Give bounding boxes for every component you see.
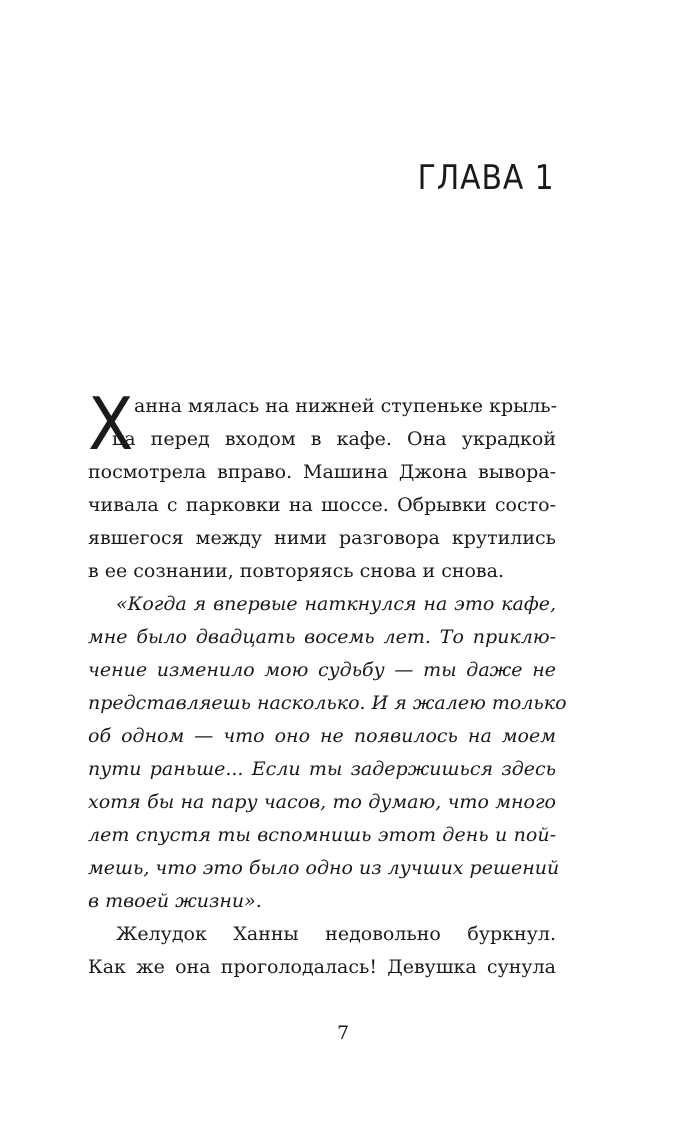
text-line: лет спустя ты вспомнишь этот день и пой- [88,824,556,846]
drop-cap-letter: Х [88,382,134,466]
text-line: в твоей жизни». [88,890,262,912]
text-line: чение изменило мою судьбу — ты даже не [88,659,556,681]
text-line: хотя бы на пару часов, то думаю, что много [88,791,556,813]
text-line: пути раньше... Если ты задержишься здесь [88,758,556,780]
body-text [88,382,567,984]
text-line: явшегося между ними разговора крутились [88,527,556,549]
page-number: 7 [336,1022,350,1044]
text-line: мне было двадцать восемь лет. То приклю- [88,626,556,648]
text-line: мешь, что это было одно из лучших решений [88,857,560,879]
text-line: Как же она проголодалась! Девушка сунула [88,956,556,978]
text-line: анна мялась на нижней ступеньке крыль- [134,395,558,417]
text-line: чивала с парковки на шоссе. Обрывки состо- [88,494,556,516]
paragraph-2 [88,918,556,984]
text-line: Желудок Ханны недовольно буркнул. [116,923,556,945]
text-line: посмотрела вправо. Машина Джона вывора- [88,461,556,483]
text-line: представляешь насколько. И я жалею только [88,692,567,714]
text-line: в ее сознании, повторяясь снова и снова. [88,560,504,582]
paragraph-1 [88,382,558,588]
text-line: ца перед входом в кафе. Она украдкой [112,428,556,450]
quote-paragraph [88,588,567,918]
text-line: «Когда я впервые наткнулся на это кафе, [116,593,556,615]
chapter-title: ГЛАВА 1 [418,158,555,198]
text-line: об одном — что оно не появилось на моем [88,725,556,747]
